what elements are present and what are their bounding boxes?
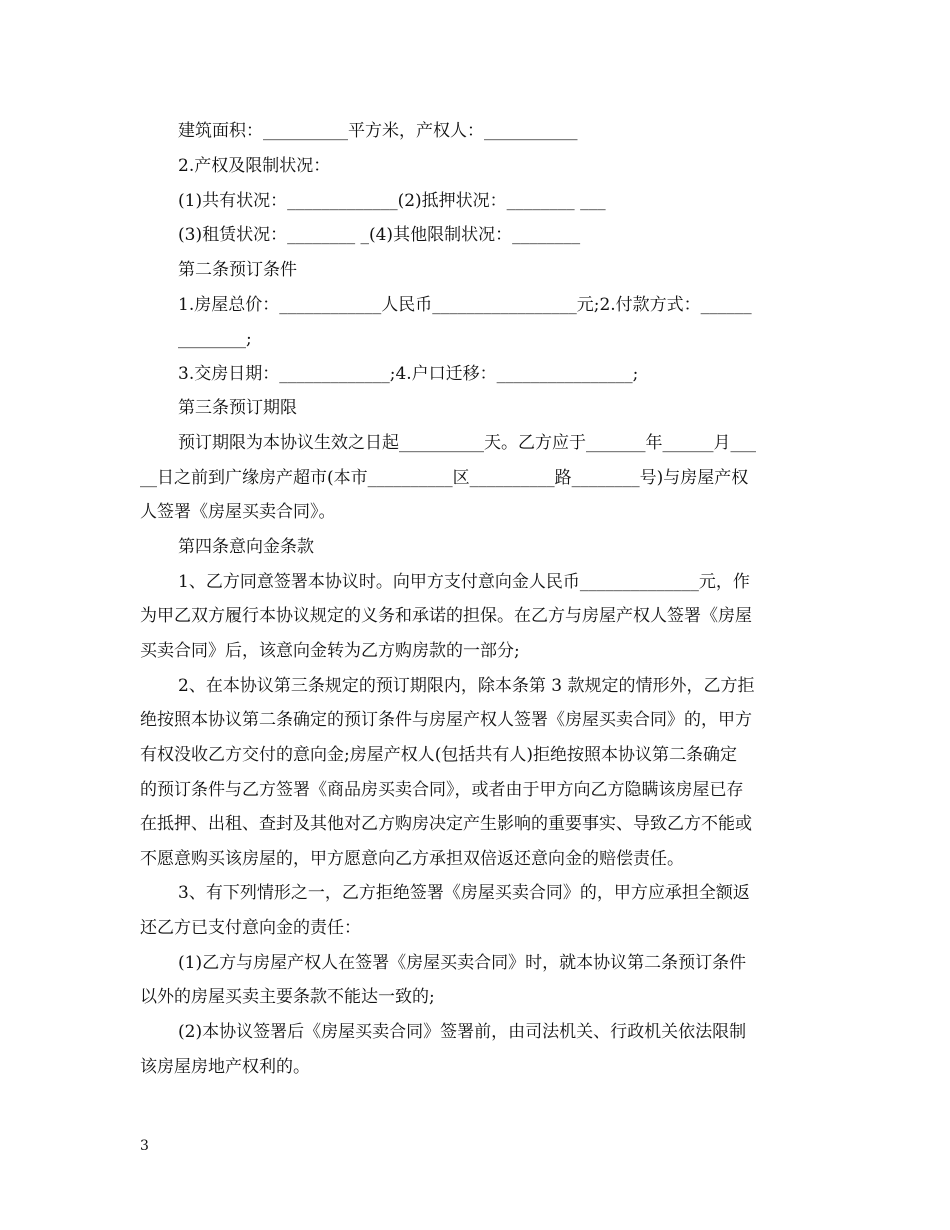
text-line-clause1-3: 买卖合同》后，该意向金转为乙方购房款的一部分; (140, 641, 520, 661)
text-line-sub1-2: 以外的房屋买卖主要条款不能达一致的; (140, 987, 435, 1007)
text-line-clause2-2: 绝按照本协议第二条确定的预订条件与房屋产权人签署《房屋买卖合同》的，甲方 (140, 710, 752, 730)
text-line-sub2-1: (2)本协议签署后《房屋买卖合同》签署前，由司法机关、行政机关依法限制 (178, 1022, 747, 1042)
text-line-term-1: 预订期限为本协议生效之日起__________天。乙方应于_______年______月___ (178, 433, 756, 453)
text-line-sub2-2: 该房屋房地产权利的。 (140, 1057, 310, 1077)
text-line-lease-other: (3)租赁状况：________ _(4)其他限制状况：________ (178, 225, 581, 245)
text-line-sub1-1: (1)乙方与房屋产权人在签署《房屋买卖合同》时，就本协议第二条预订条件 (178, 953, 747, 973)
text-line-clause3-2: 还乙方已支付意向金的责任： (140, 918, 361, 938)
text-line-clause1-1: 1、乙方同意签署本协议时。向甲方支付意向金人民币______________元，作 (178, 572, 750, 592)
text-line-clause2-1: 2、在本协议第三条规定的预订期限内，除本条第 3 款规定的情形外，乙方拒 (178, 676, 755, 696)
text-line-clause2-6: 不愿意购买该房屋的，甲方愿意向乙方承担双倍返还意向金的赔偿责任。 (140, 849, 684, 869)
text-line-clause2-4: 的预订条件与乙方签署《商品房买卖合同》，或者由于甲方向乙方隐瞒该房屋已存 (140, 780, 744, 800)
text-line-term-3: 人签署《房屋买卖合同》。 (140, 502, 336, 522)
page-number: 3 (140, 1138, 149, 1154)
section-heading-4: 第四条意向金条款 (178, 537, 314, 557)
text-line-clause3-1: 3、有下列情形之一，乙方拒绝签署《房屋买卖合同》的，甲方应承担全额返 (178, 883, 750, 903)
text-line-property-heading: 2.产权及限制状况： (178, 156, 331, 176)
text-line-building-area: 建筑面积：__________平方米，产权人：___________ (178, 121, 578, 141)
text-line-joint-mortgage: (1)共有状况：_____________(2)抵押状况：________ ___ (178, 191, 606, 211)
text-line-term-2: __日之前到广缘房产超市(本市__________区__________路________号)与房屋产权 (140, 468, 749, 488)
text-line-delivery-date: 3.交房日期：_____________;4.户口迁移：________________; (178, 364, 639, 384)
text-line-clause1-2: 为甲乙双方履行本协议规定的义务和承诺的担保。在乙方与房屋产权人签署《房屋 (140, 606, 752, 626)
text-line-total-price-cont: ________; (178, 329, 252, 349)
section-heading-3: 第三条预订期限 (178, 398, 297, 418)
text-line-clause2-3: 有权没收乙方交付的意向金;房屋产权人(包括共有人)拒绝按照本协议第二条确定 (140, 745, 737, 765)
text-line-clause2-5: 在抵押、出租、查封及其他对乙方购房决定产生影响的重要事实、导致乙方不能或 (140, 814, 752, 834)
text-line-total-price: 1.房屋总价：____________人民币_________________元;2.付款方式：______ (178, 295, 752, 315)
section-heading-2: 第二条预订条件 (178, 260, 297, 280)
